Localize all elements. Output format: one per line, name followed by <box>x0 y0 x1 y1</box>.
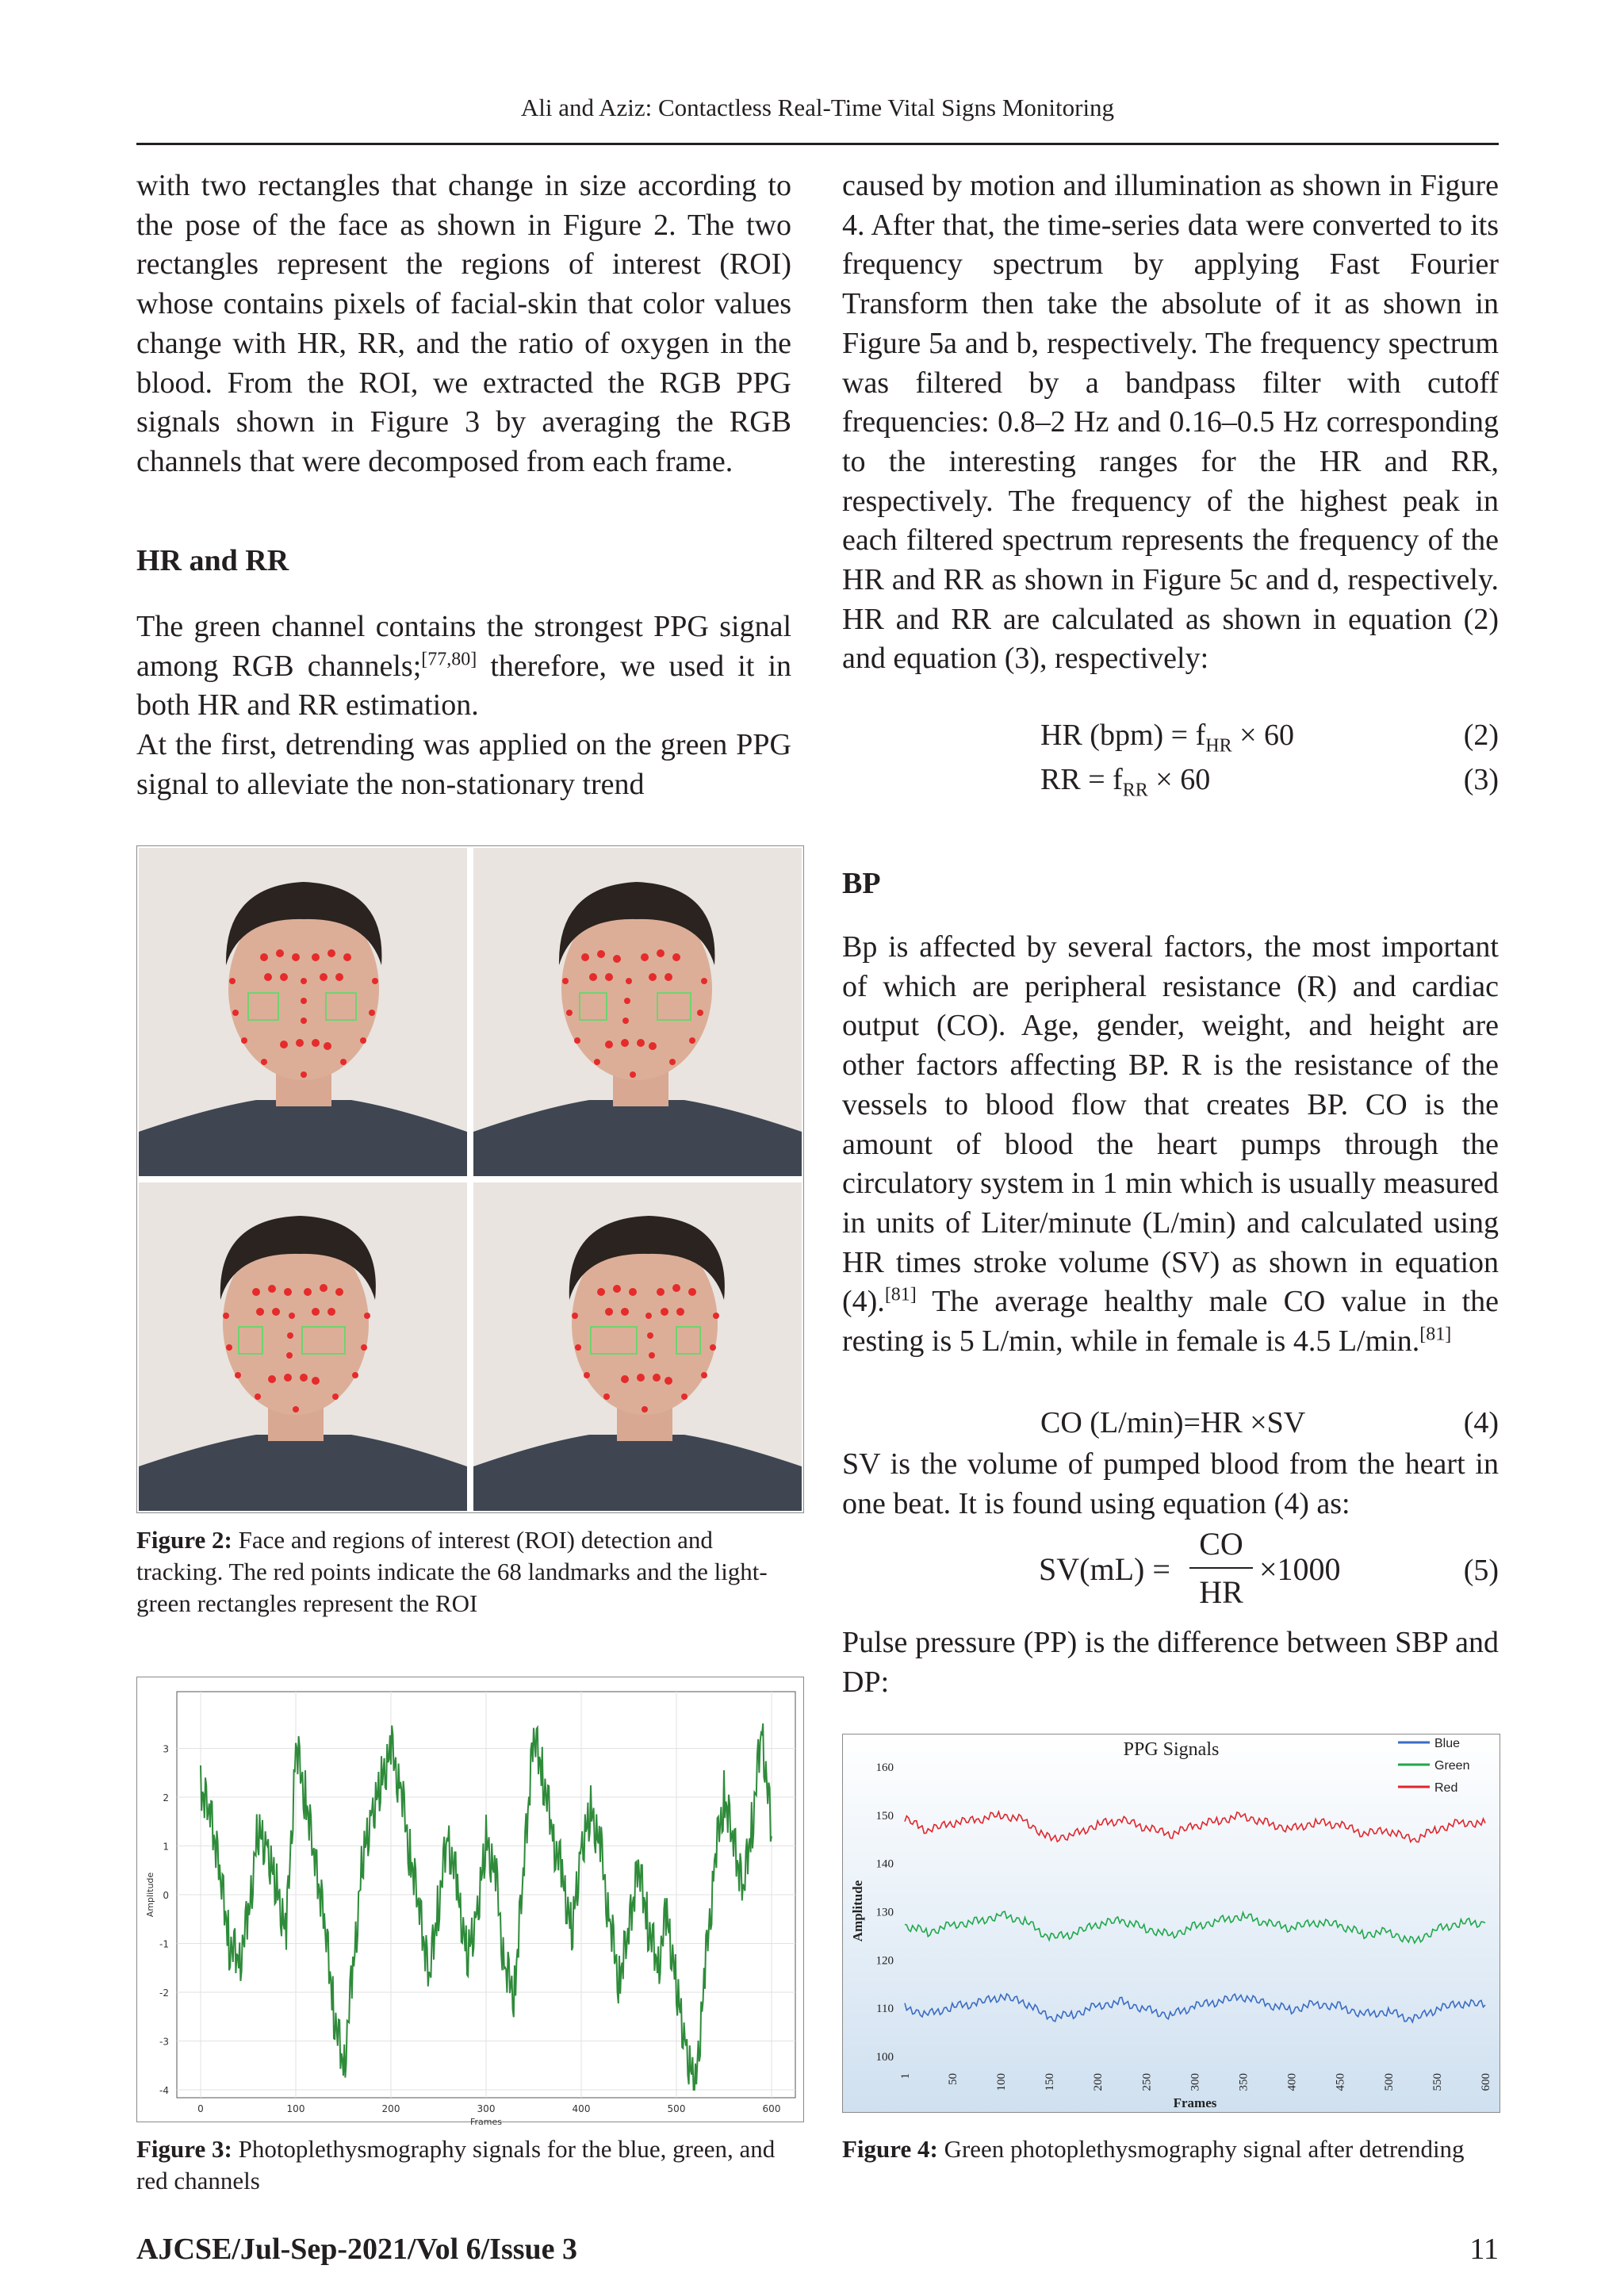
left-paragraph-2: The green channel contains the strongest PPG signal among RGB channels;[77,80] therefore, we used it in both HR and RR estimation. At the first, detrending was applied on the green PPG signal to alleviate the non-stationary trend <box>136 608 791 805</box>
x-tick-label: 250 <box>1140 2073 1154 2091</box>
x-tick-label: 600 <box>762 2103 781 2114</box>
x-tick-label: 200 <box>1092 2073 1105 2091</box>
figure-2-face-image <box>137 846 803 1512</box>
figure-2-caption: Figure 2: Face and regions of interest (ROI) detection and tracking. The red points indicate the 68 landmarks and the light-green rectangles represent the ROI <box>136 1526 768 1617</box>
y-tick-label: 150 <box>875 1809 894 1823</box>
page-number: 11 <box>1469 2233 1499 2266</box>
header-rule <box>136 143 1499 145</box>
citation-81: [81] <box>884 1284 917 1305</box>
equation-5-numerator: CO <box>1199 1526 1243 1562</box>
y-axis-label: Amplitude <box>850 1880 865 1942</box>
journal-footer: AJCSE/Jul-Sep-2021/Vol 6/Issue 3 <box>136 2233 578 2266</box>
x-tick-label: 600 <box>1480 2073 1492 2091</box>
x-tick-label: 550 <box>1431 2073 1444 2091</box>
equation-5-rhs: ×1000 <box>1259 1551 1341 1587</box>
x-tick-label: 500 <box>1382 2073 1396 2091</box>
y-tick-label: 130 <box>875 1906 894 1919</box>
citation-77-80: [77,80] <box>421 649 477 670</box>
figure-4-chart <box>842 1734 1500 2113</box>
face-panel-1 <box>139 848 467 1176</box>
x-tick-label: 100 <box>286 2103 305 2114</box>
face-panel-3 <box>139 1182 467 1511</box>
right-paragraph-3: SV is the volume of pumped blood from the heart in one beat. It is found using equation (4) as: <box>842 1447 1499 1520</box>
face-panel-4 <box>473 1182 802 1511</box>
x-tick-label: 50 <box>946 2073 959 2085</box>
x-axis-label: Frames <box>469 2117 503 2127</box>
equation-4-number: (4) <box>1463 1406 1499 1439</box>
section-heading-hr-rr: HR and RR <box>136 544 289 577</box>
y-tick-label: 0 <box>163 1890 169 1901</box>
equation-3: RR = $f_{RR} \times 60$ <box>1040 763 1211 801</box>
x-tick-label: 150 <box>1044 2073 1057 2091</box>
right-paragraph-4: Pulse pressure (PP) is the difference between SBP and DP: <box>842 1626 1499 1699</box>
y-tick-label: 110 <box>876 2003 894 2016</box>
detrended-green-chart <box>137 1677 803 2127</box>
y-tick-label: 2 <box>163 1792 169 1803</box>
chart-background <box>843 1734 1500 2112</box>
citation-81-b: [81] <box>1419 1324 1452 1345</box>
x-tick-label: 1 <box>899 2073 912 2079</box>
x-tick-label: 200 <box>381 2103 400 2114</box>
y-tick-label: 120 <box>875 1954 894 1968</box>
chart-title: PPG Signals <box>1123 1739 1220 1760</box>
x-tick-label: 400 <box>572 2103 591 2114</box>
x-tick-label: 300 <box>477 2103 496 2114</box>
equation-2: HR $(bpm) = f_{HR} \times 60$ <box>1040 719 1295 757</box>
right-paragraph-1: caused by motion and illumination as shown in Figure 4. After that, the time-series data were converted to its frequency spectrum by applying Fast Fourier Transform then take the absolute of it as shown in Figure 5a and b, respectively. The frequency spectrum was filtered by a bandpass filter with cutoff frequencies: 0.8–2 Hz and 0.16–0.5 Hz corresponding to the interesting ranges for the HR and RR, respectively. The frequency of the highest peak in each filtered spectrum represents the frequency of the HR and RR as shown in Figure 5c and d, respectively. HR and RR are calculated as shown in equation (2) and equation (3), respectively: <box>842 169 1499 676</box>
equation-5-fraction-bar <box>1189 1567 1253 1569</box>
y-tick-label: 160 <box>875 1761 894 1774</box>
y-tick-label: -2 <box>159 1987 169 1999</box>
figure-2-face-grid <box>136 845 804 1513</box>
y-tick-label: 3 <box>163 1743 169 1755</box>
legend-label-red: Red <box>1434 1781 1458 1795</box>
x-tick-label: 300 <box>1189 2073 1202 2091</box>
equation-4: CO (L/min)=HR ×SV <box>1040 1406 1306 1439</box>
y-tick-label: -3 <box>159 2036 169 2048</box>
left-paragraph-3: At the first, detrending was applied on the green PPG signal to alleviate the non-stationary trend <box>136 728 791 801</box>
figure-4-caption: Figure 4: Green photoplethysmography signal after detrending <box>842 2135 1465 2163</box>
equation-3-number: (3) <box>1463 763 1499 796</box>
x-tick-label: 500 <box>667 2103 686 2114</box>
y-axis-label: Amplitude <box>145 1872 155 1918</box>
equation-5-lhs: SV(mL) = <box>1039 1551 1170 1587</box>
equation-5-denominator: HR <box>1199 1574 1243 1610</box>
x-tick-label: 400 <box>1285 2073 1299 2091</box>
x-tick-label: 350 <box>1237 2073 1251 2091</box>
x-tick-label: 450 <box>1334 2073 1347 2091</box>
face-panel-2 <box>473 848 802 1176</box>
equation-2-number: (2) <box>1463 719 1499 752</box>
x-axis-label: Frames <box>1173 2095 1217 2110</box>
y-tick-label: -1 <box>159 1938 169 1950</box>
left-paragraph-1: with two rectangles that change in size according to the pose of the face as shown in Figure 2. The two rectangles represent the regions of interest (ROI) whose contains pixels of facial-skin that color values change with HR, RR, and the ratio of oxygen in the blood. From the ROI, we extracted the RGB PPG signals shown in Figure 3 by averaging the RGB channels that were decomposed from each frame. <box>136 169 791 478</box>
x-tick-label: 100 <box>994 2073 1008 2091</box>
ppg-signals-chart <box>843 1734 1500 2112</box>
figure-3-caption: Figure 3: Photoplethysmography signals for the blue, green, and red channels <box>136 2135 776 2194</box>
figure-3-chart <box>136 1677 804 2127</box>
equation-5-number: (5) <box>1463 1554 1499 1587</box>
legend-label-blue: Blue <box>1434 1737 1461 1750</box>
x-tick-label: 0 <box>197 2103 204 2114</box>
running-header: Ali and Aziz: Contactless Real-Time Vital Signs Monitoring <box>520 94 1115 121</box>
y-tick-label: 1 <box>163 1841 169 1853</box>
y-tick-label: 100 <box>875 2051 894 2064</box>
y-tick-label: 140 <box>875 1857 894 1871</box>
section-heading-bp: BP <box>842 867 881 900</box>
y-tick-label: -4 <box>159 2085 169 2096</box>
legend-label-green: Green <box>1434 1759 1470 1773</box>
right-paragraph-2: Bp is affected by several factors, the most important of which are peripheral resistance (R) and cardiac output (CO). Age, gender, weight, and height are other factors affecting BP. R is the resistance of the vessels to blood flow that creates BP. CO is the amount of blood the heart pumps through the circulatory system in 1 min which is usually measured in units of Liter/minute (L/min) and calculated using HR times stroke volume (SV) as shown in equation (4).[81] The average healthy male CO value in the resting is 5 L/min, while in female is 4.5 L/min.[81] <box>842 930 1499 1359</box>
